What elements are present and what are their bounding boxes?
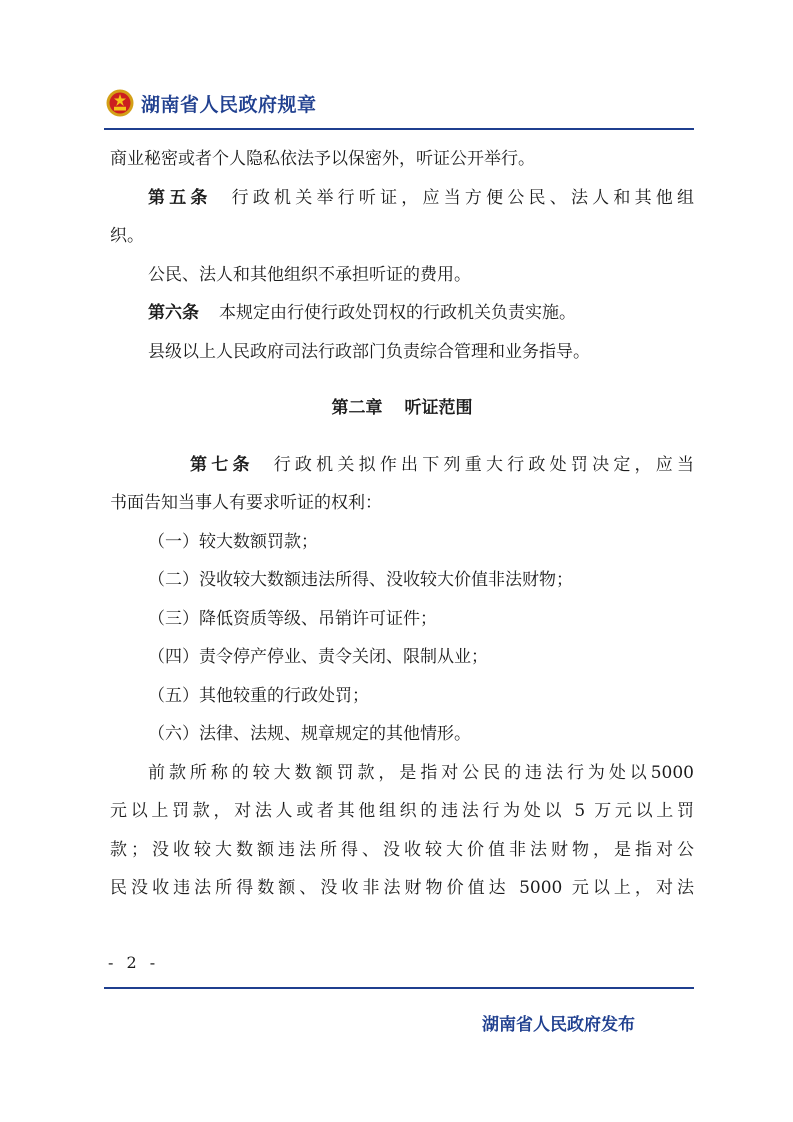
chapter-number: 第二章 [331,398,383,418]
national-emblem-icon [105,88,135,118]
page-number: - 2 - [108,953,160,972]
header-divider [104,128,694,130]
text-line: 织。 [110,226,144,246]
article-5 [110,179,694,218]
page-header [105,86,317,120]
article-6 [110,294,694,333]
chapter-heading [110,389,694,428]
text-line: 县级以上人民政府司法行政部门负责综合管理和业务指导。 [148,341,590,362]
list-item: （二）没收较大数额违法所得、没收较大价值非法财物； [148,570,573,590]
chapter-title: 听证范围 [404,398,473,418]
article-text: 行政机关拟作出下列重大行政处罚决定，应当 [273,454,694,475]
article-label: 第五条 [148,187,212,208]
footer-publisher: 湖南省人民政府发布 [482,1015,635,1035]
list-item: （三）降低资质等级、吊销许可证件； [148,608,437,629]
text-line: 元以上罚款，对法人或者其他组织的违法行为处以 5 万元以上罚 [110,801,694,821]
document-body [110,140,694,908]
text-line: 公民、法人和其他组织不承担听证的费用。 [148,264,471,285]
article-text: 本规定由行使行政处罚权的行政机关负责实施。 [219,303,576,323]
text-line: 前款所称的较大数额罚款，是指对公民的违法行为处以5000 [148,762,694,783]
article-text: 行政机关举行听证，应当方便公民、法人和其他组 [231,187,694,208]
header-title: 湖南省人民政府规章 [141,93,317,116]
text-line: 民没收违法所得数额、没收非法财物价值达 5000 元以上，对法 [110,878,694,898]
article-7 [110,446,694,485]
footer-divider [104,987,694,989]
list-item: （四）责令停产停业、责令关闭、限制从业； [148,647,488,667]
list-item: （五）其他较重的行政处罚； [148,685,369,706]
text-line: 款；没收较大数额违法所得、没收较大价值非法财物，是指对公 [110,839,694,860]
text-line: 商业秘密或者个人隐私依法予以保密外，听证公开举行。 [110,149,535,169]
article-label: 第七条 [190,454,254,475]
article-label: 第六条 [148,303,199,323]
text-line: 书面告知当事人有要求听证的权利： [110,493,382,513]
list-item: （一）较大数额罚款； [148,531,318,552]
list-item: （六）法律、法规、规章规定的其他情形。 [148,724,471,744]
